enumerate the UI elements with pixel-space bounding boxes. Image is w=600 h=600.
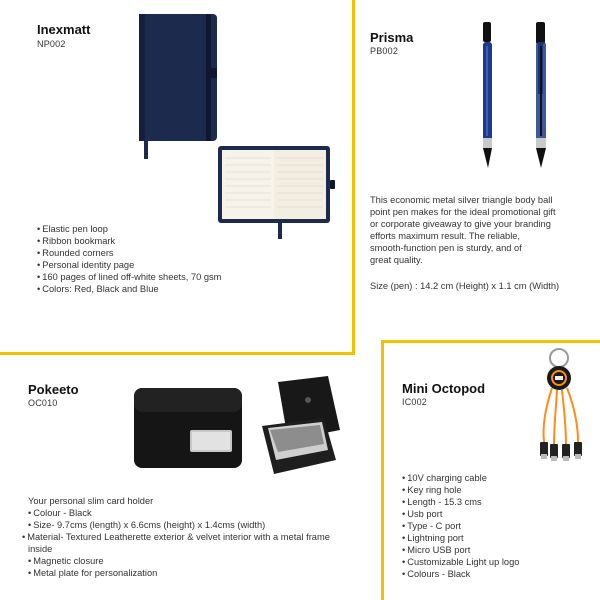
description-line: efforts maximum result. The reliable, bbox=[370, 231, 521, 241]
feature-item: • Lightning port bbox=[402, 532, 597, 544]
feature-item: • Colors: Red, Black and Blue bbox=[37, 283, 337, 295]
feature-list bbox=[28, 507, 346, 579]
vertical-divider-top bbox=[352, 0, 355, 355]
product-size: Size (pen) : 14.2 cm (Height) x 1.1 cm (Width) bbox=[370, 281, 560, 291]
charging-cable-image bbox=[528, 346, 592, 464]
product-code: OC010 bbox=[28, 398, 58, 408]
feature-item: • Magnetic closure bbox=[28, 555, 346, 567]
feature-item: • Customizable Light up logo bbox=[402, 556, 597, 568]
product-title: Pokeeto bbox=[28, 382, 79, 397]
product-description bbox=[370, 194, 592, 266]
product-title: Prisma bbox=[370, 30, 414, 45]
feature-item: • Micro USB port bbox=[402, 544, 597, 556]
notebook-image bbox=[130, 10, 340, 240]
product-title: Mini Octopod bbox=[402, 381, 486, 396]
description-line: smooth-function pen is sturdy, and of bbox=[370, 243, 522, 253]
pen-image bbox=[470, 18, 560, 178]
product-title: Inexmatt bbox=[37, 22, 91, 37]
feature-item: • Personal identity page bbox=[37, 259, 337, 271]
feature-item: • Key ring hole bbox=[402, 484, 597, 496]
feature-item: • Ribbon bookmark bbox=[37, 235, 337, 247]
description-line: point pen makes for the ideal promotional gift bbox=[370, 207, 556, 217]
feature-list bbox=[402, 472, 597, 580]
horizontal-divider-left bbox=[0, 352, 355, 355]
feature-list bbox=[37, 223, 337, 295]
feature-item: • Length - 15.3 cms bbox=[402, 496, 597, 508]
feature-item: • Colours - Black bbox=[402, 568, 597, 580]
horizontal-divider-right bbox=[382, 340, 600, 343]
feature-item: • Metal plate for personalization bbox=[28, 567, 346, 579]
feature-item: • Material- Textured Leatherette exterior & velvet interior with a metal frame inside bbox=[28, 531, 346, 555]
product-intro: Your personal slim card holder bbox=[28, 496, 154, 506]
vertical-divider-bottom bbox=[381, 340, 384, 600]
description-line: or corporate giveaway to give your branding bbox=[370, 219, 551, 229]
product-code: NP002 bbox=[37, 39, 66, 49]
feature-item: • 160 pages of lined off-white sheets, 70 gsm bbox=[37, 271, 337, 283]
description-line: This economic metal silver triangle body ball bbox=[370, 195, 553, 205]
card-holder-image bbox=[128, 370, 348, 488]
feature-item: • Elastic pen loop bbox=[37, 223, 337, 235]
feature-item: • Size- 9.7cms (length) x 6.6cms (height) x 1.4cms (width) bbox=[28, 519, 346, 531]
feature-item: • Colour - Black bbox=[28, 507, 346, 519]
feature-item: • Rounded corners bbox=[37, 247, 337, 259]
product-code: PB002 bbox=[370, 46, 399, 56]
product-code: IC002 bbox=[402, 397, 428, 407]
feature-item: • 10V charging cable bbox=[402, 472, 597, 484]
feature-item: • Type - C port bbox=[402, 520, 597, 532]
feature-item: • Usb port bbox=[402, 508, 597, 520]
description-line: great quality. bbox=[370, 255, 423, 265]
